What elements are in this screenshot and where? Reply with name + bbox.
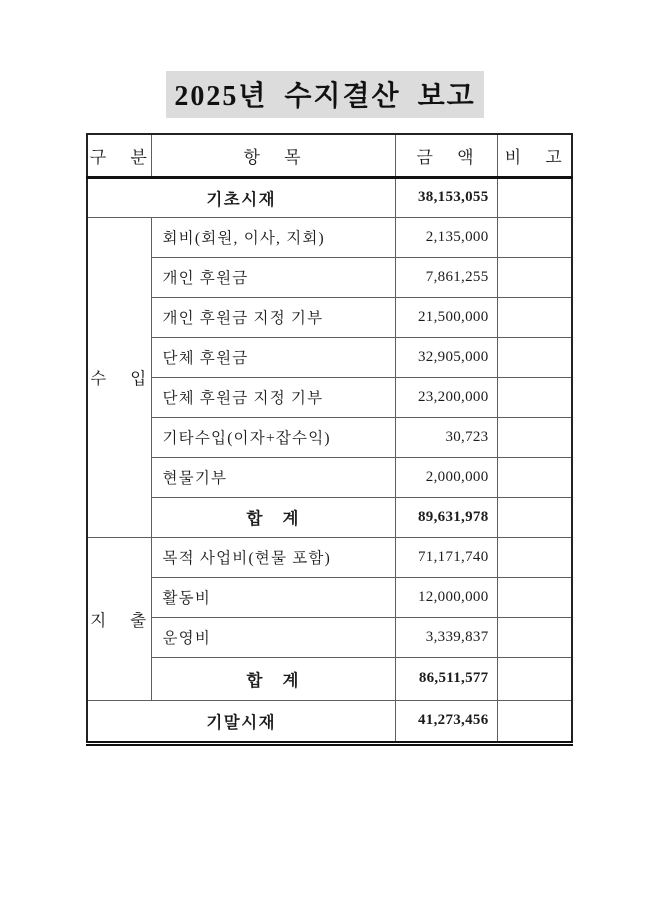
- income-item: 개인 후원금: [151, 257, 395, 297]
- expense-item: 목적 사업비(현물 포함): [151, 537, 395, 577]
- note-cell: [497, 177, 572, 217]
- header-note: 비 고: [497, 134, 572, 177]
- income-amount: 2,000,000: [395, 457, 497, 497]
- note-cell: [497, 297, 572, 337]
- opening-balance-amount: 38,153,055: [395, 177, 497, 217]
- note-cell: [497, 377, 572, 417]
- expense-total-amount: 86,511,577: [395, 657, 497, 700]
- income-total-row: [87, 497, 572, 537]
- income-row: [87, 217, 572, 257]
- note-cell: [497, 337, 572, 377]
- note-cell: [497, 537, 572, 577]
- expense-item: 활동비: [151, 577, 395, 617]
- note-cell: [497, 657, 572, 700]
- closing-balance-label: 기말시재: [87, 700, 395, 743]
- income-amount: 7,861,255: [395, 257, 497, 297]
- income-item: 단체 후원금: [151, 337, 395, 377]
- note-cell: [497, 217, 572, 257]
- opening-balance-label: 기초시재: [87, 177, 395, 217]
- income-amount: 30,723: [395, 417, 497, 457]
- income-item: 회비(회원, 이사, 지회): [151, 217, 395, 257]
- note-cell: [497, 257, 572, 297]
- expense-amount: 71,171,740: [395, 537, 497, 577]
- closing-balance-amount: 41,273,456: [395, 700, 497, 743]
- income-amount: 23,200,000: [395, 377, 497, 417]
- expense-amount: 3,339,837: [395, 617, 497, 657]
- expense-item: 운영비: [151, 617, 395, 657]
- header-item: 항 목: [151, 134, 395, 177]
- table-header-row: [87, 134, 572, 177]
- income-row: [87, 417, 572, 457]
- income-group-label: 수 입: [87, 217, 151, 537]
- note-cell: [497, 700, 572, 743]
- closing-balance-row: [87, 700, 572, 743]
- expense-row: [87, 577, 572, 617]
- expense-group-label: 지 출: [87, 537, 151, 700]
- income-item: 현물기부: [151, 457, 395, 497]
- income-item: 기타수입(이자+잡수익): [151, 417, 395, 457]
- note-cell: [497, 617, 572, 657]
- header-amount: 금 액: [395, 134, 497, 177]
- expense-amount: 12,000,000: [395, 577, 497, 617]
- header-category: 구 분: [87, 134, 151, 177]
- income-total-label: 합 계: [151, 497, 395, 537]
- income-row: [87, 297, 572, 337]
- income-item: 개인 후원금 지정 기부: [151, 297, 395, 337]
- income-row: [87, 377, 572, 417]
- income-item: 단체 후원금 지정 기부: [151, 377, 395, 417]
- expense-total-label: 합 계: [151, 657, 395, 700]
- page-title: 2025년 수지결산 보고: [166, 71, 483, 118]
- note-cell: [497, 457, 572, 497]
- income-amount: 21,500,000: [395, 297, 497, 337]
- opening-balance-row: [87, 177, 572, 217]
- income-amount: 32,905,000: [395, 337, 497, 377]
- note-cell: [497, 497, 572, 537]
- income-row: [87, 457, 572, 497]
- note-cell: [497, 577, 572, 617]
- expense-row: [87, 537, 572, 577]
- income-row: [87, 337, 572, 377]
- expense-row: [87, 617, 572, 657]
- income-total-amount: 89,631,978: [395, 497, 497, 537]
- settlement-table: [86, 133, 573, 746]
- expense-total-row: [87, 657, 572, 700]
- income-amount: 2,135,000: [395, 217, 497, 257]
- income-row: [87, 257, 572, 297]
- note-cell: [497, 417, 572, 457]
- title-row: [0, 71, 650, 118]
